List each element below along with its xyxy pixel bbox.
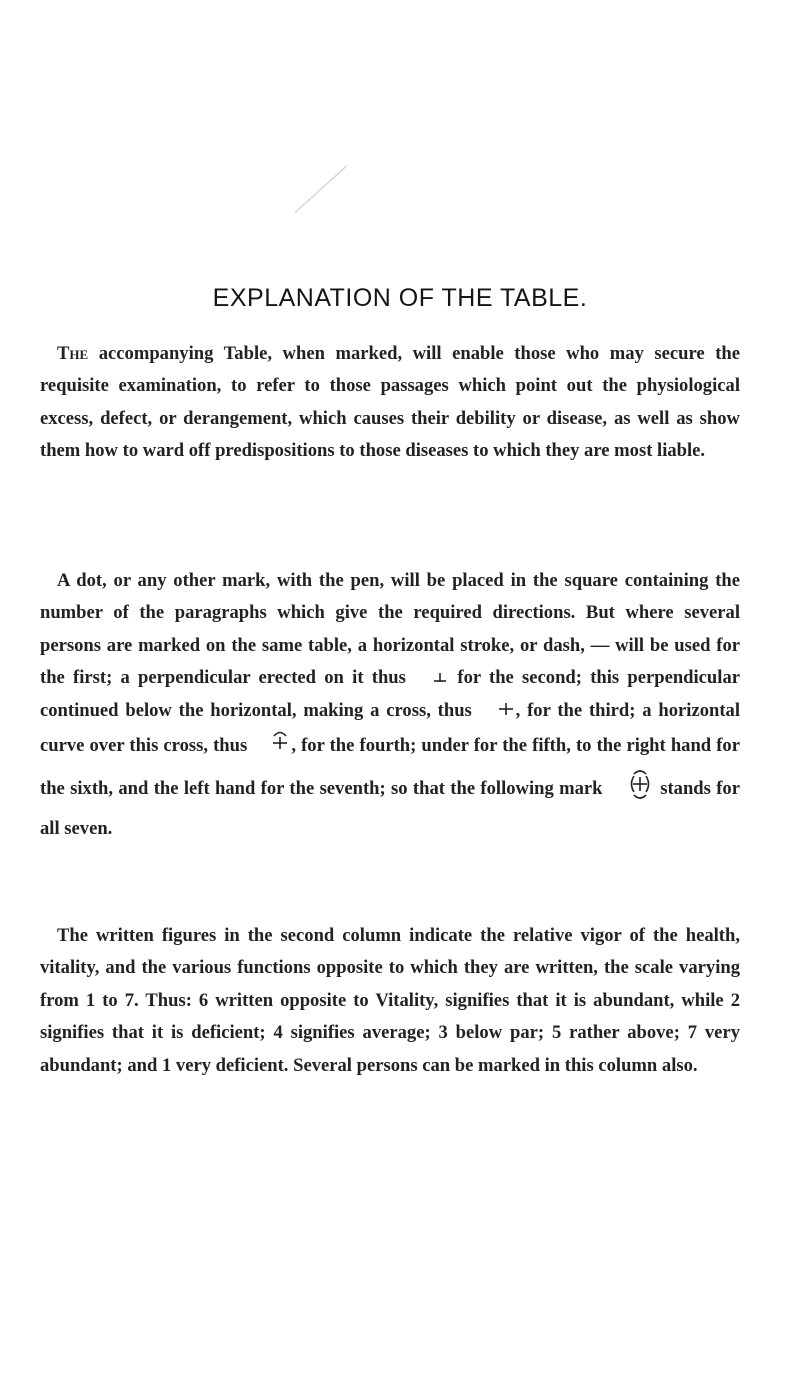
paragraph-intro-text: accompanying Table, when marked, will enable those who may secure the requisite examination, to refer to those passages which point out the physiological excess, defect, or derangement, which causes their debility or disease, as well as show them how to ward off predispositions to those diseases to which they are most liable. <box>40 343 740 462</box>
scan-artifact-line <box>295 165 348 213</box>
all-seven-mark-icon <box>610 766 653 813</box>
paragraph-intro <box>40 338 740 468</box>
page-title: EXPLANATION OF THE TABLE. <box>212 284 588 312</box>
cross-mark-icon <box>481 696 514 728</box>
perpendicular-mark-icon <box>416 663 447 695</box>
marks-text-1: A dot, or any other mark, with the pen, will be placed in the square containing the number of the paragraphs which give the required directions. But where several persons are marked on the same table, a horizontal stroke, or dash, — will be used for the first; a perpendicular erected on it thus <box>40 570 740 689</box>
marks-text-4: , for the fourth; under for the fifth, to the right hand for the sixth, and the left hand for the seventh; so that the following mark <box>40 735 740 799</box>
paragraph-figures: The written figures in the second column indicate the relative vigor of the health, vitality, and the various functions opposite to which they are written, the scale varying from 1 to 7. Thus: 6 written opposite to Vitality, signifies that it is abundant, while 2 signifies that it is deficient; 4 signifies average; 3 below par; 5 rather above; 7 very abundant; and 1 very deficient. Several persons can be marked in this column also. <box>40 925 740 1076</box>
curved-cross-mark-icon <box>254 728 289 765</box>
paragraph-marks <box>40 565 740 845</box>
paragraph-lead-word: The <box>57 343 89 364</box>
marks-text-5: stands for all seven. <box>40 777 740 839</box>
marks-text-3: , for the third; a horizontal curve over this cross, thus <box>40 700 740 757</box>
marks-text-2: for the second; this perpendicular continued below the horizontal, making a cross, thus <box>40 667 740 722</box>
